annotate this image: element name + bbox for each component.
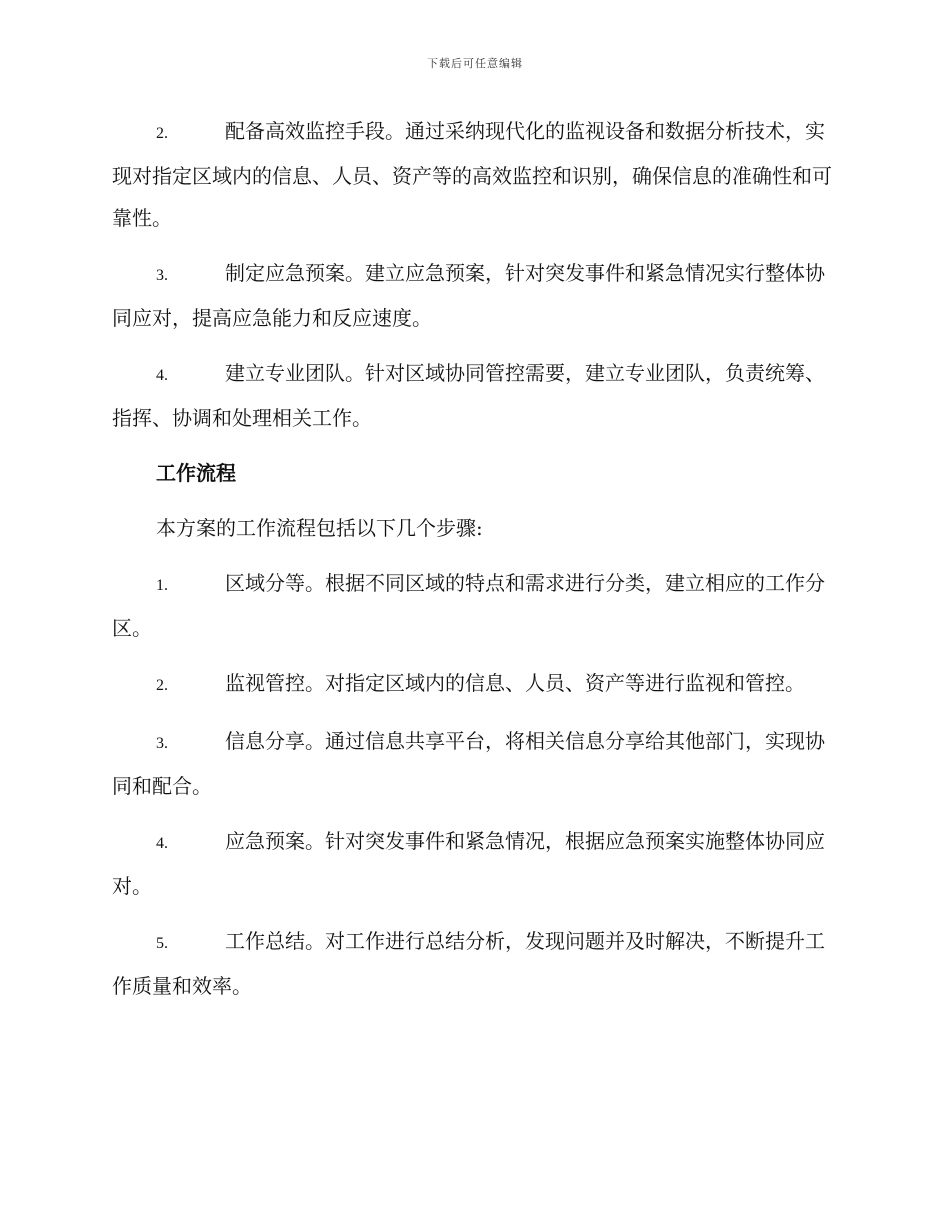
list-item xyxy=(112,720,837,807)
intro-paragraph: 本方案的工作流程包括以下几个步骤: xyxy=(156,516,483,540)
list-number: 3. xyxy=(156,267,168,284)
list-item xyxy=(112,662,837,707)
document-body xyxy=(112,110,837,1020)
list-item xyxy=(112,352,837,439)
list-number: 1. xyxy=(156,577,168,594)
list-text: 建立专业团队。针对区域协同管控需要，建立专业团队，负责统筹、指挥、协调和处理相关工作。 xyxy=(112,361,825,430)
list-number: 2. xyxy=(156,125,168,142)
list-text: 信息分享。通过信息共享平台，将相关信息分享给其他部门，实现协同和配合。 xyxy=(112,729,825,798)
list-text: 监视管控。对指定区域内的信息、人员、资产等进行监视和管控。 xyxy=(225,671,805,695)
page-header: 下载后可任意编辑 xyxy=(427,57,523,70)
list-number: 4. xyxy=(156,367,168,384)
list-text: 配备高效监控手段。通过采纳现代化的监视设备和数据分析技术，实现对指定区域内的信息、人员、资产等的高效监控和识别，确保信息的准确性和可靠性。 xyxy=(112,119,832,230)
list-text: 制定应急预案。建立应急预案，针对突发事件和紧急情况实行整体协同应对，提高应急能力和反应速度。 xyxy=(112,261,825,330)
list-item xyxy=(112,252,837,339)
list-number: 5. xyxy=(156,935,168,952)
list-item xyxy=(112,820,837,907)
section-heading: 工作流程 xyxy=(156,461,236,485)
list-number: 2. xyxy=(156,677,168,694)
list-number: 4. xyxy=(156,835,168,852)
list-number: 3. xyxy=(156,735,168,752)
list-item xyxy=(112,110,837,239)
list-text: 工作总结。对工作进行总结分析，发现问题并及时解决，不断提升工作质量和效率。 xyxy=(112,929,825,998)
list-text: 应急预案。针对突发事件和紧急情况，根据应急预案实施整体协同应对。 xyxy=(112,829,825,898)
list-text: 区域分等。根据不同区域的特点和需求进行分类，建立相应的工作分区。 xyxy=(112,571,825,640)
list-item xyxy=(112,562,837,649)
list-item xyxy=(112,920,837,1007)
